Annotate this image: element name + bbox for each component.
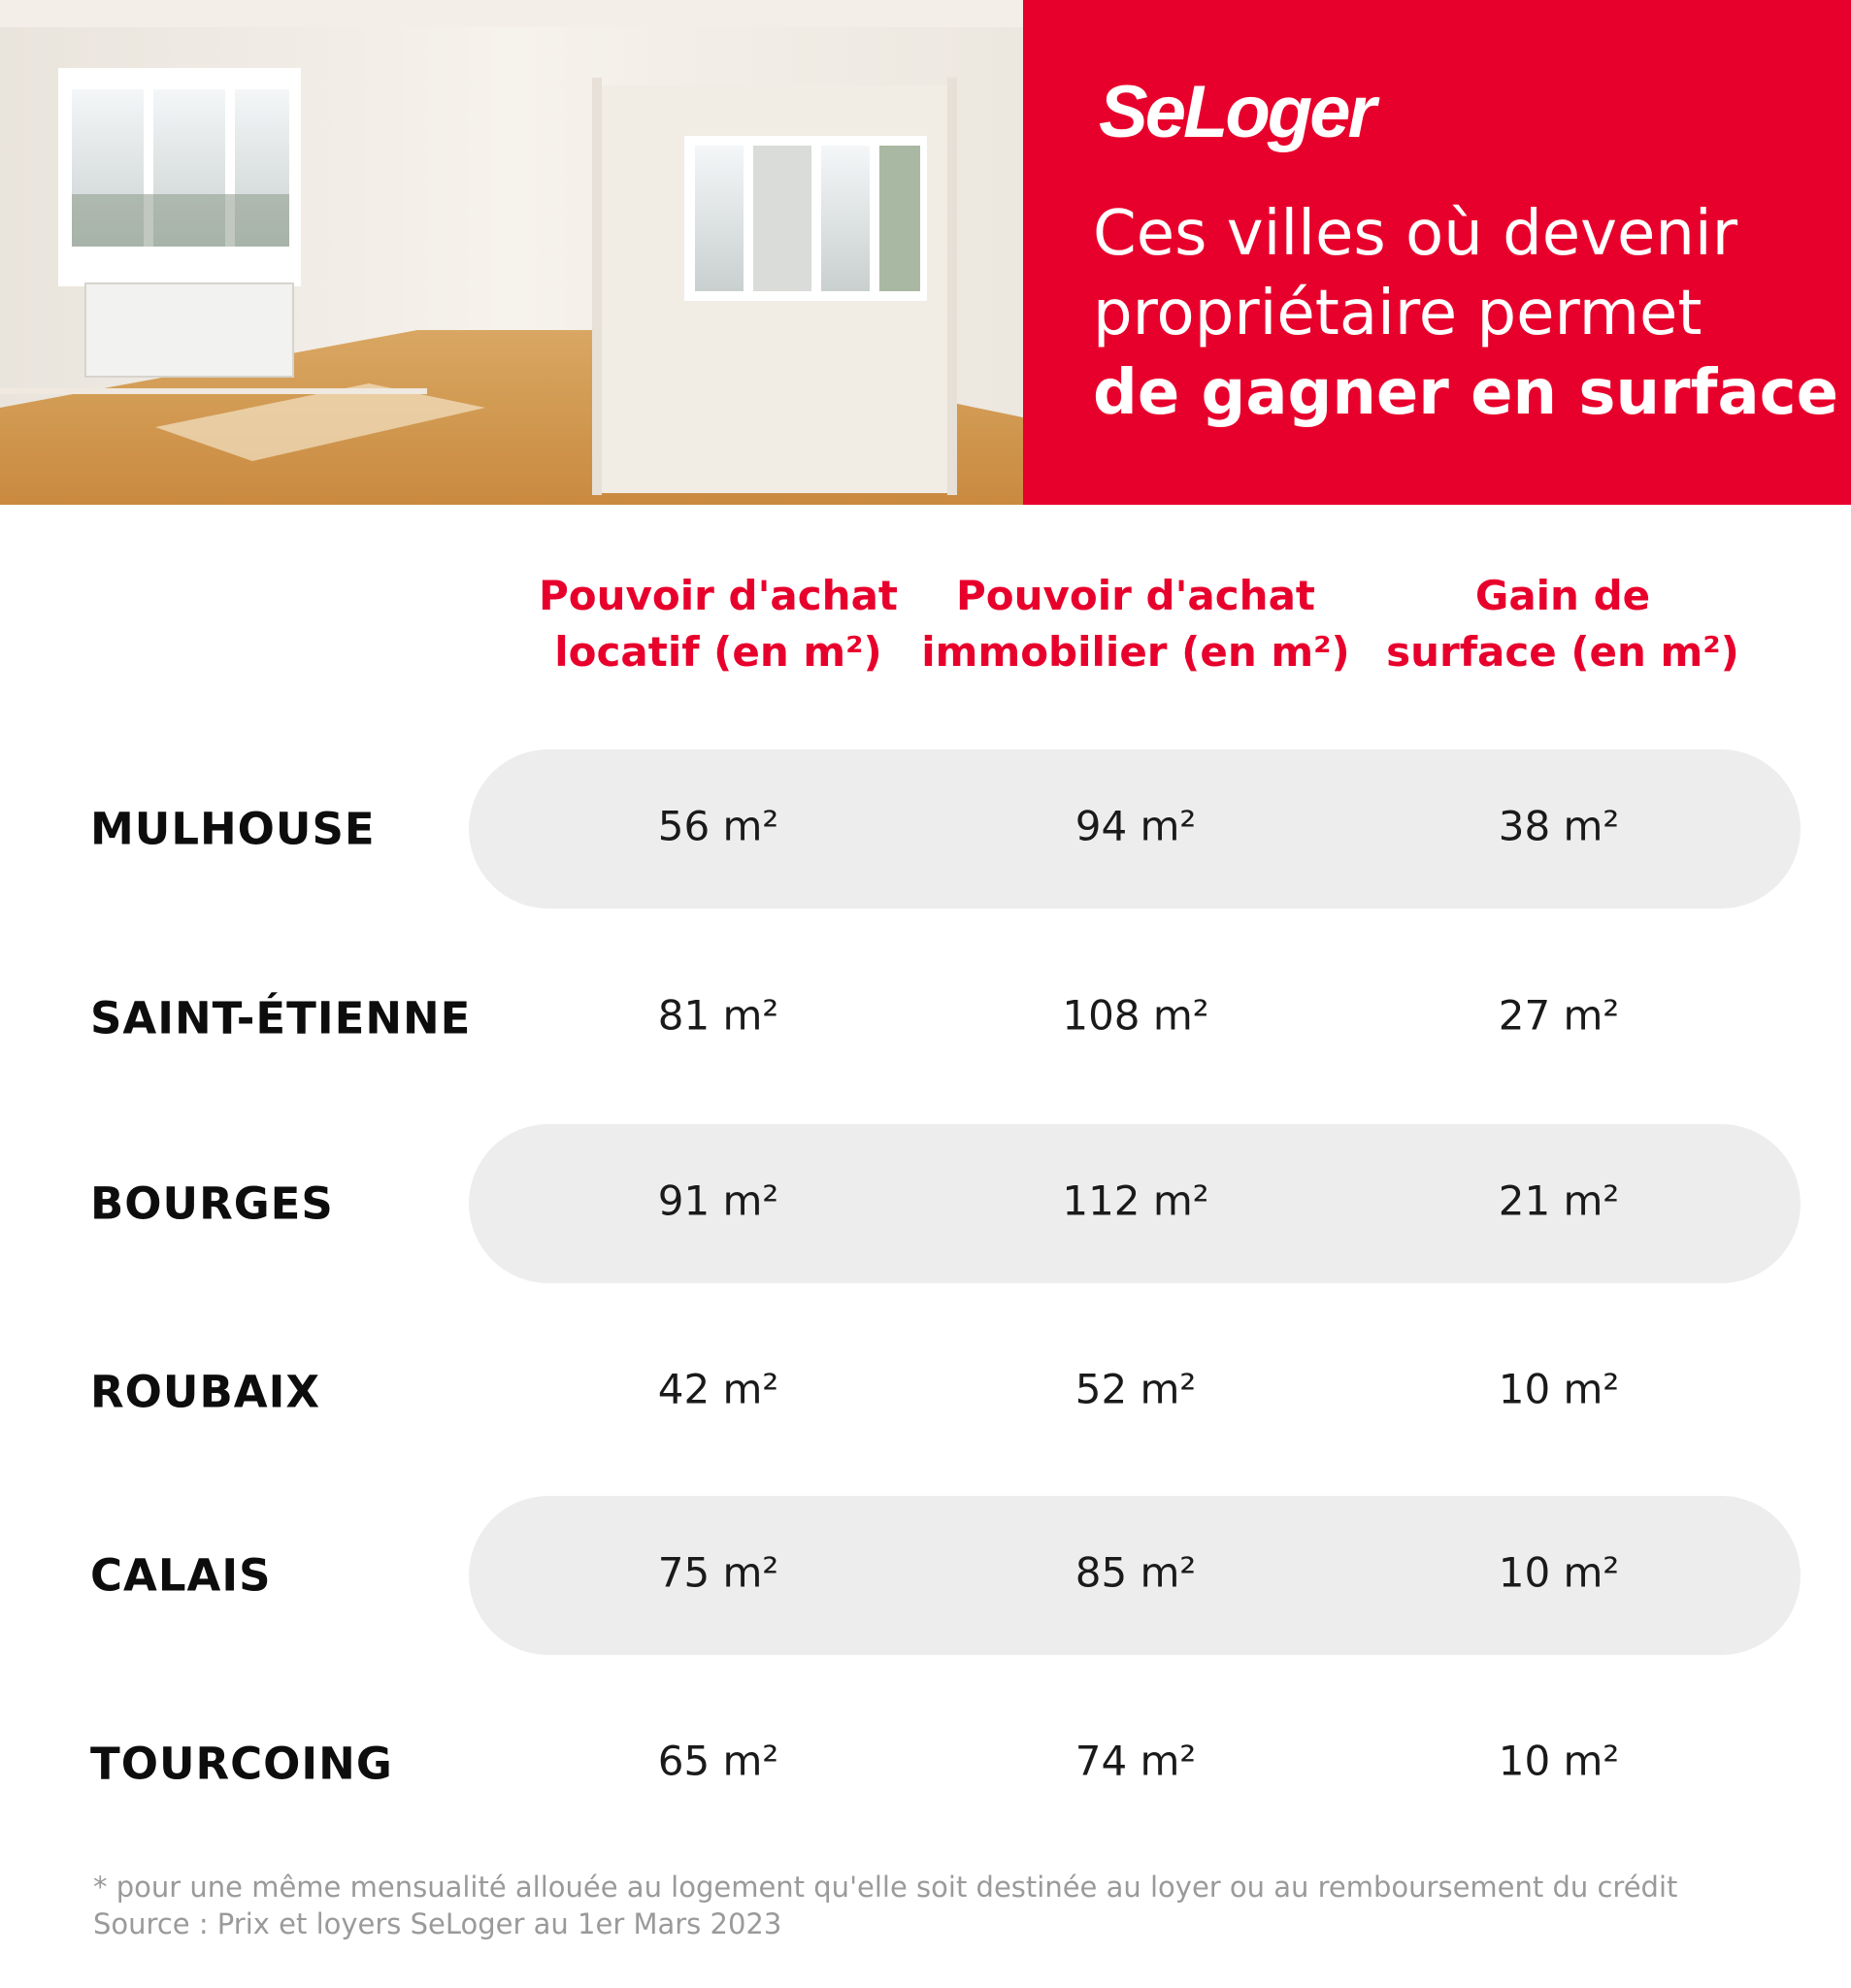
value-locatif: 56 m² (657, 802, 779, 850)
value-gain: 10 m² (1498, 1365, 1620, 1413)
table-row (0, 939, 1851, 1098)
source-text: Source : Prix et loyers SeLoger au 1er Mars 2023 (93, 1907, 782, 1940)
table-row (0, 1684, 1851, 1843)
column-header-immobilier-line-1: Pouvoir d'achat (956, 572, 1315, 619)
table-row (0, 1312, 1851, 1472)
seloger-logo: SeLoger (1099, 71, 1374, 153)
value-immobilier: 108 m² (1062, 991, 1209, 1040)
city-name: SAINT-ÉTIENNE (90, 992, 472, 1044)
headline-line-2: propriétaire permet (1093, 278, 1702, 349)
value-gain: 38 m² (1498, 802, 1620, 850)
value-locatif: 75 m² (657, 1548, 779, 1597)
city-name: CALAIS (90, 1549, 272, 1602)
column-header-gain-line-1: Gain de (1474, 572, 1651, 619)
value-immobilier: 85 m² (1074, 1548, 1197, 1597)
value-immobilier: 74 m² (1074, 1737, 1197, 1785)
value-locatif: 65 m² (657, 1737, 779, 1785)
headline-line-1: Ces villes où devenir (1093, 198, 1737, 270)
table-row (0, 749, 1851, 909)
column-header-locatif-line-1: Pouvoir d'achat (539, 572, 898, 619)
city-name: TOURCOING (90, 1738, 393, 1790)
column-header-gain-line-2: surface (en m²) (1386, 628, 1739, 676)
city-name: BOURGES (90, 1177, 334, 1230)
value-locatif: 42 m² (657, 1365, 779, 1413)
value-immobilier: 94 m² (1074, 802, 1197, 850)
headline (1093, 194, 1838, 433)
value-immobilier: 52 m² (1074, 1365, 1197, 1413)
apartment-photo (0, 0, 1023, 505)
footnote-text: * pour une même mensualité allouée au logement qu'elle soit destinée au loyer ou au remboursement du crédit (93, 1871, 1678, 1904)
value-gain: 21 m² (1498, 1176, 1620, 1225)
value-locatif: 91 m² (657, 1176, 779, 1225)
column-header-locatif (524, 568, 912, 680)
value-locatif: 81 m² (657, 991, 779, 1040)
column-header-gain (1359, 568, 1767, 680)
value-gain: 27 m² (1498, 991, 1620, 1040)
value-gain: 10 m² (1498, 1548, 1620, 1597)
value-gain: 10 m² (1498, 1737, 1620, 1785)
column-header-locatif-line-2: locatif (en m²) (554, 628, 882, 676)
table-row (0, 1496, 1851, 1655)
column-header-immobilier-line-2: immobilier (en m²) (921, 628, 1350, 676)
headline-line-3: de gagner en surface (1093, 357, 1838, 429)
header (0, 0, 1851, 505)
footnote (93, 1869, 1743, 1942)
city-name: MULHOUSE (90, 803, 376, 855)
column-header-immobilier (912, 568, 1359, 680)
value-immobilier: 112 m² (1062, 1176, 1209, 1225)
table-row (0, 1124, 1851, 1283)
city-name: ROUBAIX (90, 1366, 321, 1418)
